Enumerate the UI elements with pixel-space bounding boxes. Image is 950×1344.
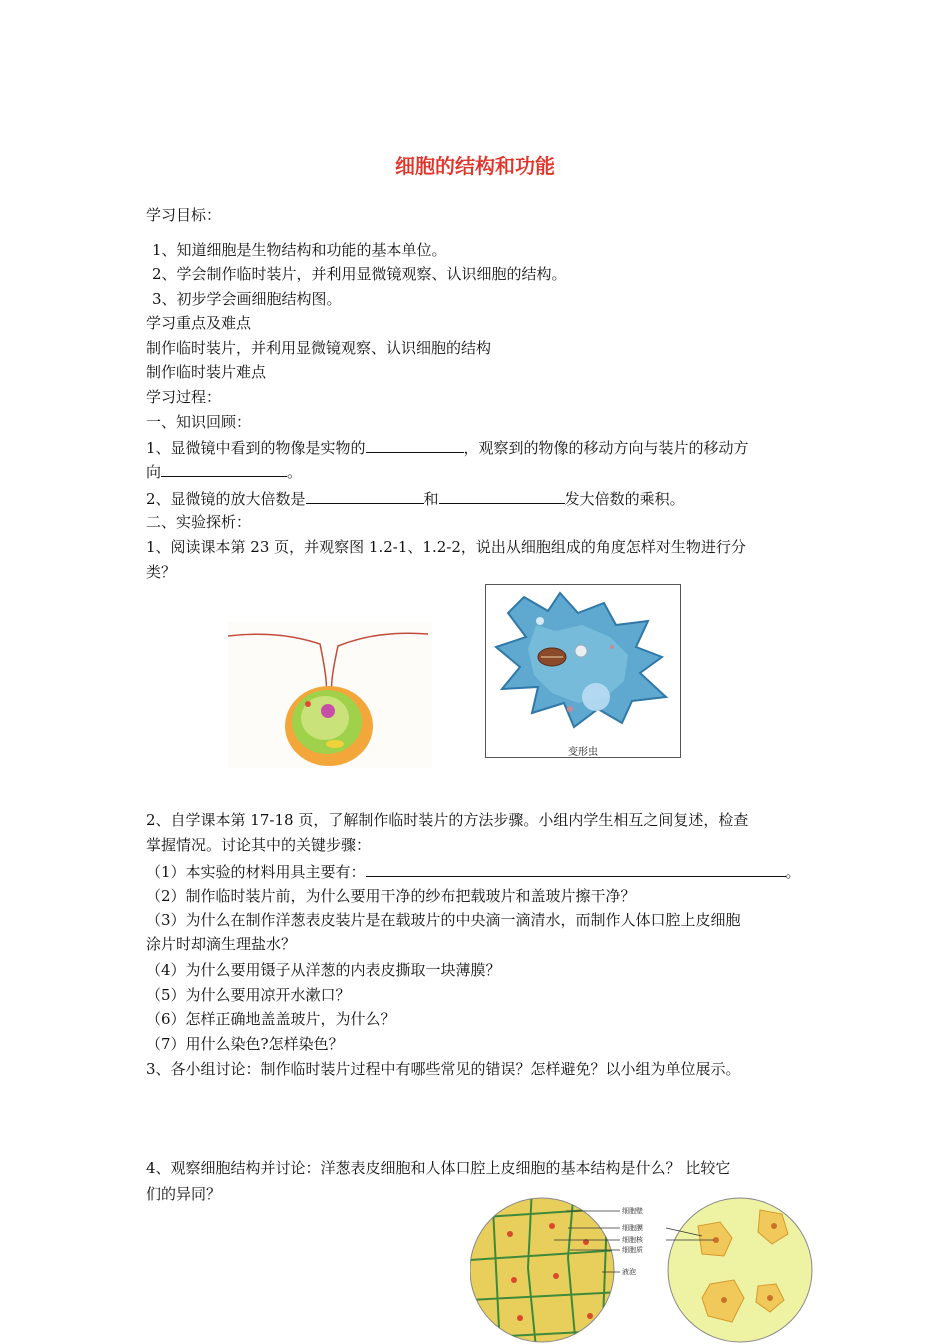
step-1: （1）本实验的材料用具主要有： 。 xyxy=(146,863,801,881)
objective-1: 1、知道细胞是生物结构和功能的基本单位。 xyxy=(152,241,447,259)
answer-blank[interactable] xyxy=(161,461,287,477)
experiment-heading: 二、实验探析： xyxy=(146,513,252,531)
cell-label-vacuole: 液泡 xyxy=(622,1268,636,1276)
step-2: （2）制作临时装片前，为什么要用干净的纱布把载玻片和盖玻片擦干净？ xyxy=(146,887,636,905)
cell-label-cytoplasm: 细胞质 xyxy=(622,1246,643,1254)
step-7: （7）用什么染色?怎样染色？ xyxy=(146,1035,344,1053)
experiment-question-1-cont: 类？ xyxy=(146,563,177,581)
experiment-question-2: 2、自学课本第 17-18 页，了解制作临时装片的方法步骤。小组内学生相互之间复述，检查 xyxy=(146,811,749,829)
step-3-cont: 涂片时却滴生理盐水？ xyxy=(146,935,297,953)
process-heading: 学习过程： xyxy=(146,388,222,406)
page-title: 细胞的结构和功能 xyxy=(395,154,555,178)
step-5: （5）为什么要用凉开水漱口？ xyxy=(146,986,351,1004)
step-4: （4）为什么要用镊子从洋葱的内表皮撕取一块薄膜？ xyxy=(146,961,501,979)
experiment-question-4: 4、观察细胞结构并讨论：洋葱表皮细胞和人体口腔上皮细胞的基本结构是什么？ 比较它 xyxy=(146,1159,731,1177)
objectives-heading: 学习目标： xyxy=(146,206,222,224)
experiment-question-2-cont: 掌握情况。讨论其中的关键步骤： xyxy=(146,836,372,854)
objective-2: 2、学会制作临时装片，并利用显微镜观察、认识细胞的结构。 xyxy=(152,265,567,283)
experiment-question-1: 1、阅读课本第 23 页，并观察图 1.2-1、1.2-2，说出从细胞组成的角度怎样对生物进行分 xyxy=(146,538,746,556)
amoeba-caption: 变形虫 xyxy=(568,747,598,758)
green-cell-illustration xyxy=(228,622,432,768)
cell-label-membrane: 细胞膜 xyxy=(622,1224,643,1232)
answer-blank[interactable] xyxy=(306,488,424,504)
step-6: （6）怎样正确地盖盖玻片，为什么？ xyxy=(146,1010,396,1028)
review-question-1-cont: 向 。 xyxy=(146,463,303,481)
step-3: （3）为什么在制作洋葱表皮装片是在载玻片的中央滴一滴清水，而制作人体口腔上皮细胞 xyxy=(146,911,741,929)
key-point: 制作临时装片，并利用显微镜观察、认识细胞的结构 xyxy=(146,339,492,357)
review-question-2: 2、显微镜的放大倍数是 和 发大倍数的乘积。 xyxy=(146,490,685,508)
cell-comparison-illustration xyxy=(470,1188,820,1344)
difficult-point: 制作临时装片难点 xyxy=(146,363,267,381)
objective-3: 3、初步学会画细胞结构图。 xyxy=(152,290,342,308)
amoeba-figure xyxy=(485,584,681,758)
cell-label-nucleus: 细胞核 xyxy=(622,1236,643,1244)
answer-blank[interactable] xyxy=(366,861,786,877)
answer-blank[interactable] xyxy=(439,488,565,504)
answer-blank[interactable] xyxy=(366,437,464,453)
experiment-question-3: 3、各小组讨论：制作临时装片过程中有哪些常见的错误？怎样避免？以小组为单位展示。 xyxy=(146,1060,741,1078)
key-heading: 学习重点及难点 xyxy=(146,314,252,332)
review-question-1: 1、显微镜中看到的物像是实物的 ，观察到的物像的移动方向与装片的移动方 xyxy=(146,439,749,457)
experiment-question-4-cont: 们的异同？ xyxy=(146,1185,222,1203)
cell-label-wall: 细胞壁 xyxy=(622,1207,643,1215)
review-heading: 一、知识回顾： xyxy=(146,413,252,431)
amoeba-illustration xyxy=(486,585,680,735)
